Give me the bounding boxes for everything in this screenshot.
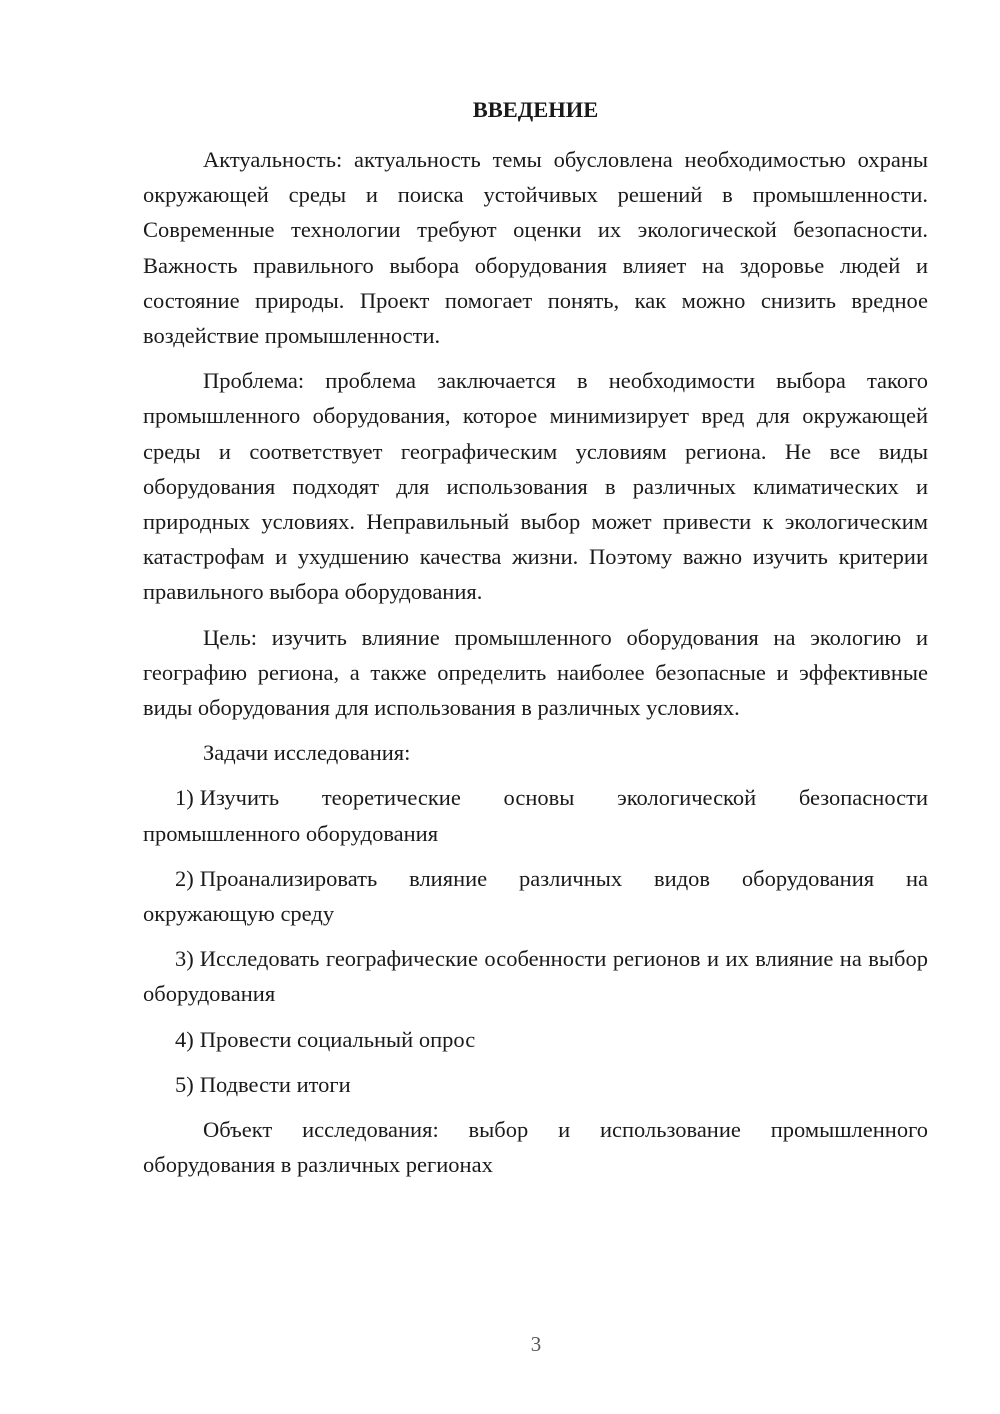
task-item-2: [143, 861, 928, 931]
task-item-4: [143, 1022, 928, 1057]
paragraph-problem: Проблема: проблема заключается в необходимости выбора такого промышленного оборудования, которое минимизирует вред для окружающей среды и соответствует географическим условиям региона. Не все виды оборудования подходят для использования в различных климатических и природных условиях. Неправильный выбор может привести к экологическим катастрофам и ухудшению качества жизни. Поэтому важно изучить критерии правильного выбора оборудования.: [143, 368, 928, 605]
page-number: 3: [530, 1332, 542, 1356]
task-number: 5): [175, 1071, 194, 1097]
task-number: 4): [175, 1026, 194, 1052]
task-text: Подвести итоги: [199, 1071, 351, 1097]
task-item-5: [143, 1067, 928, 1102]
task-text: Изучить теоретические основы экологической безопасности промышленного оборудования: [143, 785, 928, 846]
task-number: 2): [175, 865, 194, 891]
paragraph-object: Объект исследования: выбор и использование промышленного оборудования в различных регионах: [143, 1117, 928, 1178]
task-text: Провести социальный опрос: [199, 1026, 476, 1052]
task-text: Исследовать географические особенности регионов и их влияние на выбор оборудования: [143, 946, 928, 1007]
task-text: Проанализировать влияние различных видов оборудования на окружающую среду: [143, 865, 928, 927]
tasks-heading: Задачи исследования:: [203, 740, 411, 766]
page-title: ВВЕДЕНИЕ: [472, 97, 599, 122]
paragraph-goal: Цель: изучить влияние промышленного оборудования на экологию и географию региона, а также определить наиболее безопасные и эффективные виды оборудования для использования в различных условиях.: [143, 624, 928, 721]
paragraph-relevance: Актуальность: актуальность темы обусловлена необходимостью охраны окружающей среды и поиска устойчивых решений в промышленности. Современные технологии требуют оценки их экологической безопасности. Важность правильного выбора оборудования влияет на здоровье людей и состояние природы. Проект помогает понять, как можно снизить вредное воздействие промышленности.: [143, 147, 928, 349]
task-item-3: [143, 941, 928, 1011]
task-number: 1): [175, 785, 194, 811]
task-number: 3): [175, 946, 194, 972]
task-item-1: [143, 780, 928, 850]
document-body: [143, 92, 928, 1182]
